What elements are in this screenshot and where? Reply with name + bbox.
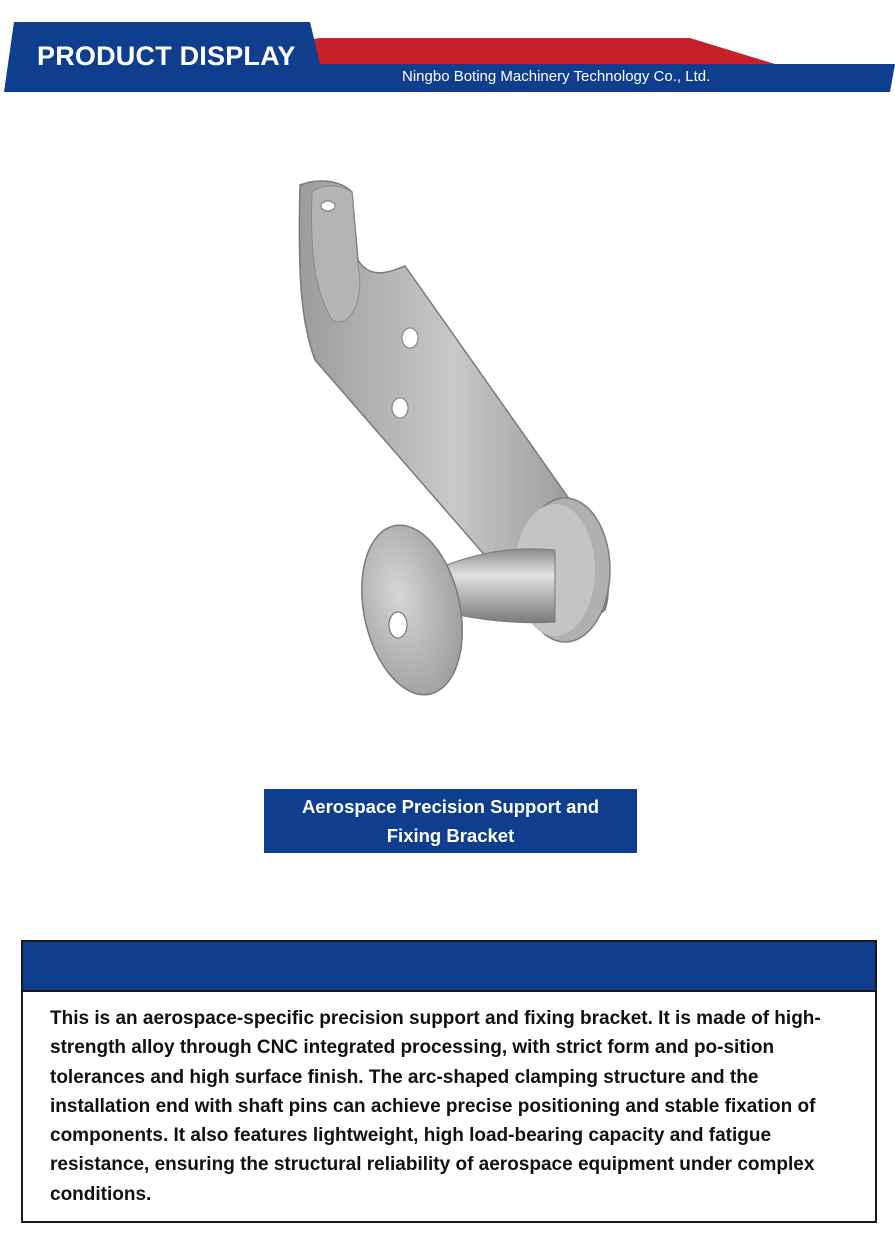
product-image [270, 170, 630, 720]
description-box [21, 940, 877, 1223]
company-name: Ningbo Boting Machinery Technology Co., Ltd. [402, 68, 711, 85]
product-caption [264, 789, 637, 853]
description-header-bar [23, 942, 875, 992]
bracket-illustration-icon [270, 170, 630, 720]
header-title: PRODUCT DISPLAY [37, 41, 296, 71]
page-header [0, 0, 895, 100]
caption-line-1: Aerospace Precision Support and [301, 796, 600, 817]
description-text: This is an aerospace-specific precision support and fixing bracket. It is made of high-strength alloy through CNC integrated processing, with strict form and po-sition tolerances and high surface finish. The arc-shaped clamping structure and the installation end with shaft pins can achieve precise positioning and stable fixation of components. It also features lightweight, high load-bearing capacity and fatigue resistance, ensuring the structural reliability of aerospace equipment under complex conditions. [50, 1008, 821, 1205]
caption-line-2: Fixing Bracket [386, 825, 515, 846]
